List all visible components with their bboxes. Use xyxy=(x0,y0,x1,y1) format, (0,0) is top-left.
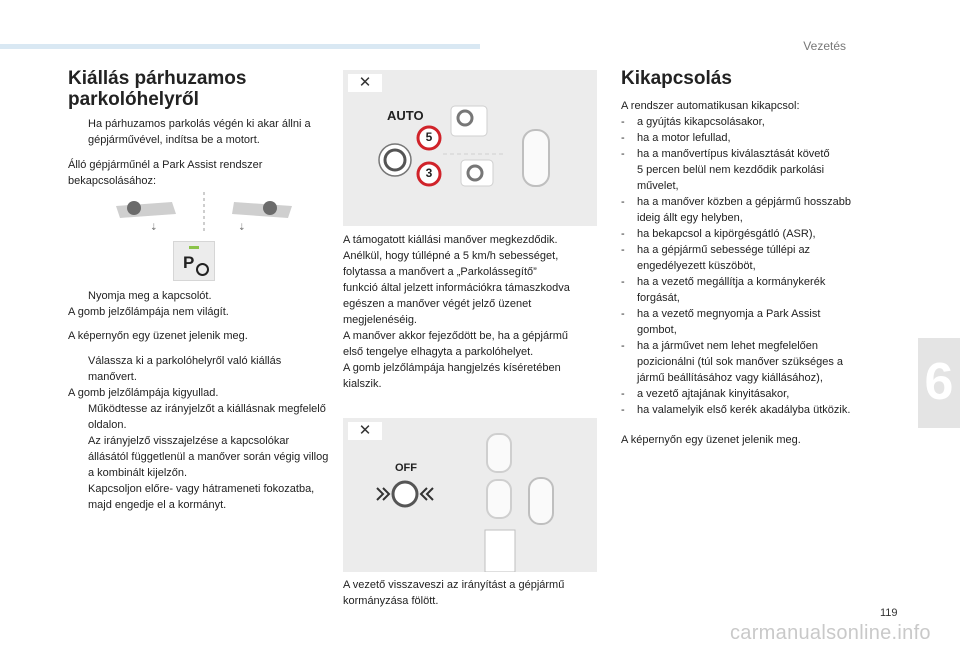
dash-marker: - xyxy=(621,340,625,352)
dash-marker: - xyxy=(621,132,625,144)
left-text-bottom xyxy=(68,288,330,513)
dash-marker: - xyxy=(621,196,625,208)
watermark: carmanualsonline.info xyxy=(730,622,931,644)
maneuver-diagram xyxy=(343,70,597,226)
steering-wheel-icon xyxy=(263,201,277,215)
deactivation-item-line: ha a manőver közben a gépjármű hosszabb xyxy=(637,196,852,208)
dash-marker: - xyxy=(621,276,625,288)
right-stalk xyxy=(232,202,292,218)
caption1-line: Anélkül, hogy túllépné a 5 km/h sebességet, xyxy=(343,250,559,262)
arrow-down-icon: ⇣ xyxy=(238,223,246,233)
dash-marker: - xyxy=(621,148,625,160)
right-list xyxy=(621,98,881,448)
deactivation-item-line: a vezető ajtajának kinyitásakor, xyxy=(637,388,790,400)
maneuver-diagram-off xyxy=(343,418,597,572)
park-assist-button[interactable] xyxy=(173,241,215,281)
left-title-line2: parkolóhelyről xyxy=(68,89,199,110)
left-p6b: Az irányjelző visszajelzése a kapcsolókar állásától függetlenül a manőver során végig villog a kombinált kijelzőn. xyxy=(88,435,329,479)
left-bullet-5 xyxy=(68,481,330,513)
deactivation-item xyxy=(621,226,881,242)
chevron-left-icon xyxy=(377,488,389,500)
deactivation-item-line: ha a motor lefullad, xyxy=(637,132,731,144)
left-title-line1: Kiállás párhuzamos xyxy=(68,68,247,89)
deactivation-item xyxy=(621,338,881,386)
deactivation-item-line: ha a gépjármű sebessége túllépi az xyxy=(637,244,811,256)
deactivation-item xyxy=(621,306,881,338)
button-led xyxy=(189,246,199,249)
deactivation-item-line: művelet, xyxy=(637,180,679,192)
page-number: 119 xyxy=(880,607,898,619)
button-letter: P xyxy=(183,253,195,272)
chapter-title: Vezetés xyxy=(803,39,846,53)
left-p3b: A gomb jelzőlámpája nem világít. xyxy=(68,306,229,318)
deactivation-item-line: ha a járművet nem lehet megfelelően xyxy=(637,340,818,352)
middle-caption-2 xyxy=(343,577,605,609)
left-bullet-2 xyxy=(68,288,330,304)
right-title xyxy=(621,68,732,90)
caption1-line: A manőver akkor fejeződött be, ha a gépjármű xyxy=(343,330,569,342)
deactivation-item-line: forgását, xyxy=(637,292,680,304)
caption1-line: első tengelye elhagyta a parkolóhelyet. xyxy=(343,346,534,358)
left-bullet-1 xyxy=(68,116,330,148)
left-p2: Álló gépjárműnél a Park Assist rendszer bekapcsolásához: xyxy=(68,159,263,187)
deactivation-item xyxy=(621,194,881,226)
dash-marker: - xyxy=(621,404,625,416)
chevron-right-icon xyxy=(421,488,433,500)
mode-label: AUTO xyxy=(387,108,424,123)
dash-marker: - xyxy=(621,388,625,400)
deactivation-item xyxy=(621,146,881,194)
screen-auto xyxy=(343,70,597,226)
dash-marker: - xyxy=(621,228,625,240)
deactivation-item-line: ha bekapcsol a kipörgésgátló (ASR), xyxy=(637,228,816,240)
parking-space xyxy=(485,530,515,572)
dash-marker: - xyxy=(621,244,625,256)
header-bar xyxy=(0,44,480,49)
deactivation-item xyxy=(621,242,881,274)
left-p4: A képernyőn egy üzenet jelenik meg. xyxy=(68,330,248,342)
left-stalk xyxy=(116,202,176,218)
parked-car-icon xyxy=(487,480,511,518)
left-title xyxy=(68,68,328,110)
left-text-top xyxy=(68,116,330,189)
deactivation-item-line: ideig állt egy helyben, xyxy=(637,212,743,224)
dash-marker: - xyxy=(621,116,625,128)
screen-off xyxy=(343,418,597,572)
caption1-line: folytassa a manővert a „Parkolássegítő” xyxy=(343,266,537,278)
stalk-illustration xyxy=(110,188,300,236)
left-p5b: A gomb jelzőlámpája kigyullad. xyxy=(68,387,219,399)
mode-label: OFF xyxy=(395,462,417,474)
left-p5: Válassza ki a parkolóhelyről való kiállás manővert. xyxy=(88,355,282,383)
deactivation-item-line: a gyújtás kikapcsolásakor, xyxy=(637,116,765,128)
car-icon xyxy=(529,478,553,524)
sensor-tile xyxy=(461,160,493,186)
caption1-line: A gomb jelzőlámpája hangjelzés kíséretében xyxy=(343,362,561,374)
deactivation-item-line: 5 percen belül nem kezdődik parkolási xyxy=(637,164,825,176)
right-title-text: Kikapcsolás xyxy=(621,68,732,89)
right-outro: A képernyőn egy üzenet jelenik meg. xyxy=(621,434,801,446)
steering-wheel-icon xyxy=(196,263,209,276)
deactivation-list xyxy=(621,114,881,418)
steering-wheel-icon xyxy=(393,482,417,506)
right-intro: A rendszer automatikusan kikapcsol: xyxy=(621,100,800,112)
deactivation-item-line: ha a vezető megállítja a kormánykerék xyxy=(637,276,826,288)
middle-caption-1 xyxy=(343,232,605,392)
caption2-line: A vezető visszaveszi az irányítást a gépjármű xyxy=(343,579,565,591)
caption1-line: funkció által jelzett információkra támaszkodva xyxy=(343,282,570,294)
deactivation-item xyxy=(621,114,881,130)
deactivation-item-line: pozicionálni (túl sok manőver szükséges a xyxy=(637,356,844,368)
deactivation-item xyxy=(621,274,881,306)
deactivation-item-line: gombot, xyxy=(637,324,677,336)
deactivation-item xyxy=(621,402,881,418)
deactivation-item-line: jármű beállításához vagy kiállásához), xyxy=(637,372,823,384)
left-bullet-3 xyxy=(68,353,330,385)
caption1-line: kialszik. xyxy=(343,378,382,390)
close-button[interactable]: ✕ xyxy=(348,422,382,440)
caption1-line: egészen a manőver végét jelző üzenet xyxy=(343,298,532,310)
arrow-down-icon: ⇣ xyxy=(150,223,158,233)
chapter-number: 6 xyxy=(924,353,954,411)
caption1-line: A támogatott kiállási manőver megkezdődik. xyxy=(343,234,558,246)
deactivation-item xyxy=(621,386,881,402)
deactivation-item-line: ha a vezető megnyomja a Park Assist xyxy=(637,308,821,320)
left-p6: Működtesse az irányjelzőt a kiállásnak megfelelő oldalon. xyxy=(88,403,326,431)
left-p3: Nyomja meg a kapcsolót. xyxy=(88,290,212,302)
speed-value-3: 3 xyxy=(425,166,433,180)
chapter-tab xyxy=(918,338,960,428)
left-bullet-4 xyxy=(68,401,330,433)
caption1-line: megjelenéséig. xyxy=(343,314,417,326)
car-icon xyxy=(523,130,549,186)
speed-value-5: 5 xyxy=(425,130,433,144)
deactivation-item-line: engedélyezett küszöböt, xyxy=(637,260,756,272)
close-button[interactable]: ✕ xyxy=(348,74,382,92)
dash-marker: - xyxy=(621,308,625,320)
deactivation-item-line: ha a manővertípus kiválasztását követő xyxy=(637,148,830,160)
steering-wheel-icon xyxy=(127,201,141,215)
deactivation-item xyxy=(621,130,881,146)
left-p7: Kapcsoljon előre- vagy hátrameneti fokozatba, majd engedje el a kormányt. xyxy=(88,483,315,511)
caption2-line: kormányzása fölött. xyxy=(343,595,439,607)
left-p1: Ha párhuzamos parkolás végén ki akar állni a gépjárművével, indítsa be a motort. xyxy=(88,118,311,146)
deactivation-item-line: ha valamelyik első kerék akadályba ütközik. xyxy=(637,404,851,416)
parked-car-icon xyxy=(487,434,511,472)
